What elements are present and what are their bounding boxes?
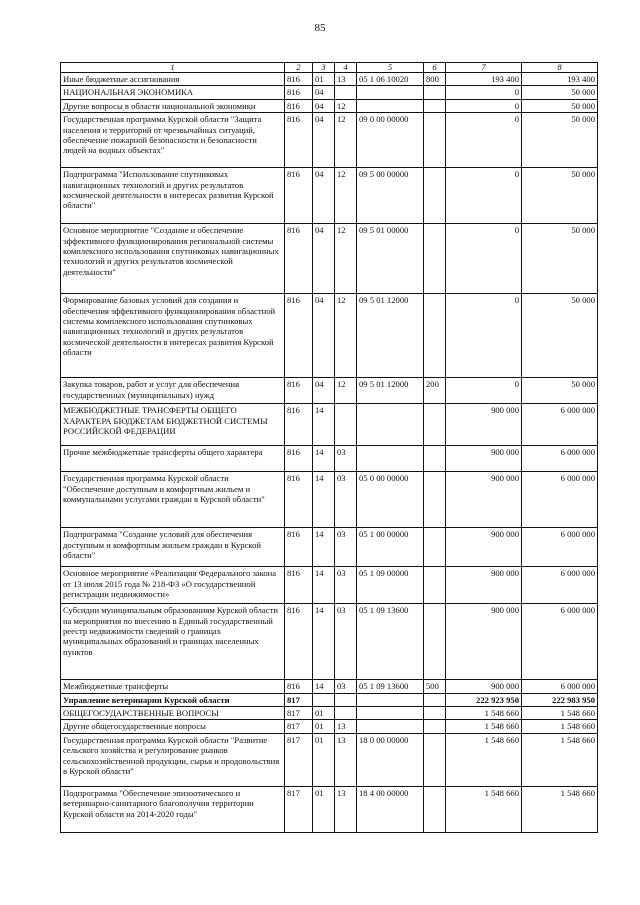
subsection-cell: 12: [335, 168, 357, 224]
target-article-cell: 09 5 01 12000: [357, 378, 424, 404]
subsection-cell: [335, 707, 357, 720]
amount-2020-cell: 6 000 000: [522, 567, 598, 604]
row-name-cell: Основное мероприятие "Создание и обеспечение эффективного функционирования региональной системы комплексного использования спутниковых навигационных технологий и других результатов космической деятельности": [61, 224, 285, 294]
subsection-cell: [335, 693, 357, 706]
table-row: [61, 528, 598, 567]
amount-2020-cell: 50 000: [522, 294, 598, 378]
section-cell: 01: [313, 786, 335, 832]
table-row: [61, 113, 598, 168]
section-cell: [313, 693, 335, 706]
table-row: [61, 99, 598, 112]
row-name-cell: Государственная программа Курской области "Защита населения и территорий от чрезвычайных ситуаций, обеспечение пожарной безопасности и безопасности людей на водных объектах": [61, 113, 285, 168]
amount-2020-cell: 6 000 000: [522, 404, 598, 446]
amount-2020-cell: 50 000: [522, 86, 598, 99]
amount-2020-cell: 6 000 000: [522, 604, 598, 680]
amount-2020-cell: 50 000: [522, 224, 598, 294]
amount-2019-cell: 900 000: [446, 604, 522, 680]
admin-code-cell: 816: [285, 168, 313, 224]
amount-2019-cell: 900 000: [446, 567, 522, 604]
subsection-cell: 12: [335, 113, 357, 168]
target-article-cell: [357, 693, 424, 706]
expense-type-cell: [424, 472, 446, 528]
admin-code-cell: 816: [285, 567, 313, 604]
expense-type-cell: [424, 786, 446, 832]
target-article-cell: 05 1 09 00000: [357, 567, 424, 604]
expense-type-cell: 800: [424, 73, 446, 86]
amount-2020-cell: 50 000: [522, 99, 598, 112]
table-row: [61, 404, 598, 446]
section-cell: 04: [313, 168, 335, 224]
row-name-cell: Государственная программа Курской области "Обеспечение доступным и комфортным жильем и коммунальными услугами граждан в Курской области": [61, 472, 285, 528]
row-name-cell: ОБЩЕГОСУДАРСТВЕННЫЕ ВОПРОСЫ: [61, 707, 285, 720]
amount-2020-cell: 6 000 000: [522, 446, 598, 472]
admin-code-cell: 816: [285, 680, 313, 693]
admin-code-cell: 816: [285, 224, 313, 294]
table-row: [61, 294, 598, 378]
section-cell: 14: [313, 472, 335, 528]
table-row: [61, 733, 598, 786]
expense-type-cell: [424, 720, 446, 733]
row-name-cell: Государственная программа Курской области "Развитие сельского хозяйства и регулирование рынков сельскохозяйственной продукции, сырья и продовольствия в Курской области": [61, 733, 285, 786]
amount-2019-cell: 193 400: [446, 73, 522, 86]
section-cell: 14: [313, 680, 335, 693]
expense-type-cell: [424, 567, 446, 604]
row-name-cell: Управление ветеринарии Курской области: [61, 693, 285, 706]
expense-type-cell: 500: [424, 680, 446, 693]
amount-2019-cell: 1 548 660: [446, 720, 522, 733]
admin-code-cell: 816: [285, 404, 313, 446]
section-cell: 14: [313, 604, 335, 680]
section-cell: 04: [313, 224, 335, 294]
row-name-cell: Прочие межбюджетные трансферты общего характера: [61, 446, 285, 472]
target-article-cell: [357, 99, 424, 112]
amount-2020-cell: 1 548 660: [522, 707, 598, 720]
subsection-cell: 03: [335, 604, 357, 680]
amount-2019-cell: 900 000: [446, 472, 522, 528]
header-cell: 4: [335, 63, 357, 73]
section-cell: 01: [313, 720, 335, 733]
amount-2019-cell: 900 000: [446, 680, 522, 693]
amount-2020-cell: 50 000: [522, 378, 598, 404]
amount-2020-cell: 1 548 660: [522, 786, 598, 832]
amount-2020-cell: 50 000: [522, 168, 598, 224]
expense-type-cell: [424, 528, 446, 567]
row-name-cell: Межбюджетные трансферты: [61, 680, 285, 693]
expense-type-cell: [424, 168, 446, 224]
amount-2020-cell: 222 983 950: [522, 693, 598, 706]
table-row: [61, 446, 598, 472]
admin-code-cell: 816: [285, 604, 313, 680]
admin-code-cell: 817: [285, 693, 313, 706]
amount-2019-cell: 1 548 660: [446, 786, 522, 832]
subsection-cell: 13: [335, 720, 357, 733]
expense-type-cell: [424, 446, 446, 472]
amount-2019-cell: 0: [446, 99, 522, 112]
target-article-cell: 05 0 00 00000: [357, 472, 424, 528]
amount-2019-cell: 900 000: [446, 404, 522, 446]
target-article-cell: [357, 404, 424, 446]
page-number: 85: [314, 22, 326, 34]
expense-type-cell: [424, 604, 446, 680]
amount-2019-cell: 0: [446, 378, 522, 404]
section-cell: 04: [313, 378, 335, 404]
budget-table: [60, 62, 598, 833]
subsection-cell: 12: [335, 378, 357, 404]
table-row: [61, 693, 598, 706]
amount-2019-cell: 900 000: [446, 528, 522, 567]
expense-type-cell: [424, 113, 446, 168]
table-row: [61, 567, 598, 604]
amount-2020-cell: 6 000 000: [522, 472, 598, 528]
amount-2019-cell: 900 000: [446, 446, 522, 472]
header-cell: 7: [446, 63, 522, 73]
target-article-cell: [357, 720, 424, 733]
expense-type-cell: [424, 99, 446, 112]
amount-2019-cell: 1 548 660: [446, 707, 522, 720]
table-row: [61, 378, 598, 404]
row-name-cell: Формирование базовых условий для создания и обеспечения эффективного функционирования областной системы комплексного использования спутниковых навигационных технологий и других результатов космической деятельности в интересах развития Курской области: [61, 294, 285, 378]
target-article-cell: 09 5 00 00000: [357, 168, 424, 224]
amount-2020-cell: 1 548 660: [522, 733, 598, 786]
amount-2019-cell: 1 548 660: [446, 733, 522, 786]
section-cell: 04: [313, 113, 335, 168]
amount-2019-cell: 0: [446, 294, 522, 378]
expense-type-cell: [424, 733, 446, 786]
admin-code-cell: 817: [285, 720, 313, 733]
admin-code-cell: 817: [285, 733, 313, 786]
expense-type-cell: [424, 294, 446, 378]
target-article-cell: 05 1 00 00000: [357, 528, 424, 567]
amount-2019-cell: 222 923 950: [446, 693, 522, 706]
target-article-cell: 05 1 09 13600: [357, 680, 424, 693]
target-article-cell: 18 0 00 00000: [357, 733, 424, 786]
expense-type-cell: 200: [424, 378, 446, 404]
amount-2019-cell: 0: [446, 86, 522, 99]
admin-code-cell: 816: [285, 113, 313, 168]
amount-2020-cell: 6 000 000: [522, 528, 598, 567]
row-name-cell: Основное мероприятие «Реализация Федерального закона от 13 июля 2015 года № 218-ФЗ «О государственной регистрации недвижимости»: [61, 567, 285, 604]
admin-code-cell: 817: [285, 786, 313, 832]
section-cell: 14: [313, 528, 335, 567]
expense-type-cell: [424, 404, 446, 446]
amount-2020-cell: 50 000: [522, 113, 598, 168]
table-row: [61, 707, 598, 720]
table-row: [61, 168, 598, 224]
row-name-cell: Подпрограмма "Использование спутниковых навигационных технологий и других результатов космической деятельности в интересах развития Курской области": [61, 168, 285, 224]
section-cell: 14: [313, 446, 335, 472]
admin-code-cell: 816: [285, 73, 313, 86]
section-cell: 01: [313, 707, 335, 720]
header-cell: 8: [522, 63, 598, 73]
section-cell: 04: [313, 294, 335, 378]
target-article-cell: 05 1 06 10020: [357, 73, 424, 86]
table-row: [61, 73, 598, 86]
subsection-cell: 03: [335, 446, 357, 472]
section-cell: 01: [313, 733, 335, 786]
target-article-cell: 09 0 00 00000: [357, 113, 424, 168]
table-row: [61, 680, 598, 693]
expense-type-cell: [424, 693, 446, 706]
section-cell: 14: [313, 567, 335, 604]
row-name-cell: Закупка товаров, работ и услуг для обеспечения государственных (муниципальных) нужд: [61, 378, 285, 404]
target-article-cell: [357, 446, 424, 472]
amount-2020-cell: 193 400: [522, 73, 598, 86]
subsection-cell: 03: [335, 567, 357, 604]
subsection-cell: 13: [335, 733, 357, 786]
expense-type-cell: [424, 86, 446, 99]
amount-2019-cell: 0: [446, 224, 522, 294]
admin-code-cell: 816: [285, 378, 313, 404]
target-article-cell: 18 4 00 00000: [357, 786, 424, 832]
section-cell: 14: [313, 404, 335, 446]
admin-code-cell: 816: [285, 294, 313, 378]
admin-code-cell: 816: [285, 86, 313, 99]
subsection-cell: [335, 86, 357, 99]
subsection-cell: 12: [335, 99, 357, 112]
row-name-cell: Другие общегосударственные вопросы: [61, 720, 285, 733]
target-article-cell: [357, 707, 424, 720]
section-cell: 01: [313, 73, 335, 86]
admin-code-cell: 816: [285, 446, 313, 472]
amount-2019-cell: 0: [446, 113, 522, 168]
admin-code-cell: 817: [285, 707, 313, 720]
target-article-cell: 09 5 01 12000: [357, 294, 424, 378]
header-cell: 5: [357, 63, 424, 73]
target-article-cell: 09 5 01 00000: [357, 224, 424, 294]
expense-type-cell: [424, 224, 446, 294]
amount-2020-cell: 1 548 660: [522, 720, 598, 733]
section-cell: 04: [313, 99, 335, 112]
row-name-cell: Другие вопросы в области национальной экономики: [61, 99, 285, 112]
subsection-cell: 03: [335, 680, 357, 693]
header-cell: 6: [424, 63, 446, 73]
subsection-cell: 13: [335, 73, 357, 86]
table-row: [61, 472, 598, 528]
admin-code-cell: 816: [285, 99, 313, 112]
subsection-cell: 12: [335, 294, 357, 378]
row-name-cell: Иные бюджетные ассигнования: [61, 73, 285, 86]
amount-2019-cell: 0: [446, 168, 522, 224]
target-article-cell: 05 1 09 13600: [357, 604, 424, 680]
target-article-cell: [357, 86, 424, 99]
header-cell: 3: [313, 63, 335, 73]
table-row: [61, 786, 598, 832]
subsection-cell: 12: [335, 224, 357, 294]
admin-code-cell: 816: [285, 472, 313, 528]
row-name-cell: Подпрограмма "Обеспечение эпизоотического и ветеринарно-санитарного благополучия территории Курской области на 2014-2020 годы": [61, 786, 285, 832]
section-cell: 04: [313, 86, 335, 99]
subsection-cell: 03: [335, 472, 357, 528]
table-row: [61, 224, 598, 294]
subsection-cell: [335, 404, 357, 446]
header-cell: 2: [285, 63, 313, 73]
amount-2020-cell: 6 000 000: [522, 680, 598, 693]
expense-type-cell: [424, 707, 446, 720]
subsection-cell: 13: [335, 786, 357, 832]
row-name-cell: Субсидии муниципальным образованиям Курской области на мероприятия по внесению в Единый государственный реестр недвижимости сведений о границах муниципальных образований и границах населенных пунктов: [61, 604, 285, 680]
table-row: [61, 86, 598, 99]
row-name-cell: МЕЖБЮДЖЕТНЫЕ ТРАНСФЕРТЫ ОБЩЕГО ХАРАКТЕРА БЮДЖЕТАМ БЮДЖЕТНОЙ СИСТЕМЫ РОССИЙСКОЙ ФЕДЕРАЦИИ: [61, 404, 285, 446]
header-cell: 1: [61, 63, 285, 73]
table-row: [61, 720, 598, 733]
table-row: [61, 604, 598, 680]
row-name-cell: НАЦИОНАЛЬНАЯ ЭКОНОМИКА: [61, 86, 285, 99]
admin-code-cell: 816: [285, 528, 313, 567]
subsection-cell: 03: [335, 528, 357, 567]
table-header-row: [61, 63, 598, 73]
row-name-cell: Подпрограмма "Создание условий для обеспечения доступным и комфортным жильем граждан в Курской области": [61, 528, 285, 567]
